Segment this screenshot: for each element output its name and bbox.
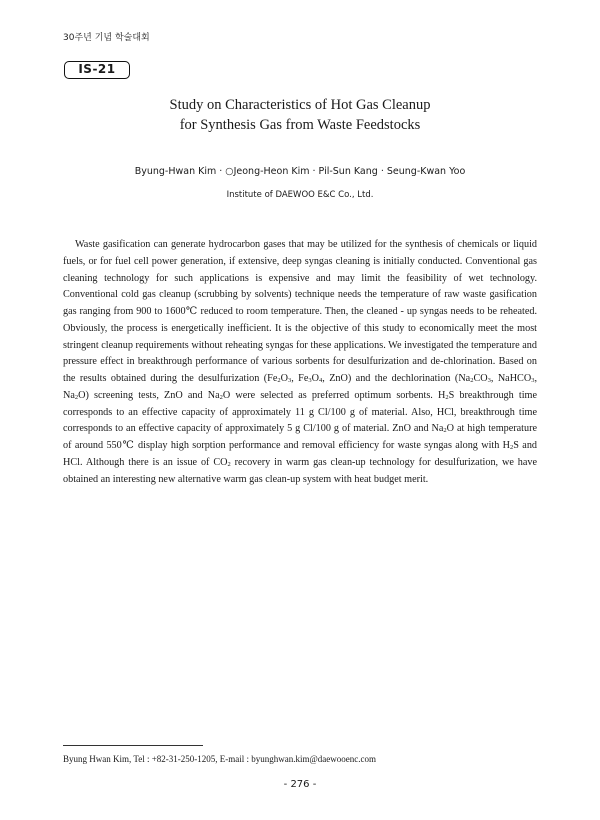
abstract-text: CO xyxy=(473,373,488,384)
abstract-text: O were selected as preferred optimum sorbents. H xyxy=(222,389,446,401)
subscript: 2 xyxy=(74,393,79,401)
page-number: - 276 - xyxy=(283,779,317,790)
subscript: 2 xyxy=(277,377,281,384)
title-line-2: for Synthesis Gas from Waste Feedstocks xyxy=(179,117,421,133)
subscript: 4 xyxy=(318,377,323,384)
abstract-text: S breakthrough time corresponds to an effective capacity of approximately 11 g Cl/100 g of material. Also, HCl, breakthrough time corresponds to an effective capacity of approximately 5 g Cl/100 g of material. ZnO and Na xyxy=(63,389,537,435)
subscript: 3 xyxy=(487,377,491,384)
subscript: 2 xyxy=(219,393,223,401)
paper-title xyxy=(0,95,600,135)
subscript: 3 xyxy=(308,377,312,384)
abstract-text: Waste gasification can generate hydrocarbon gases that may be utilized for the synthesis of chemicals or liquid fuels, or for fuel cell power generation, if extensive, deep syngas cleaning is initially conducted. Conventional gas cleaning technology for such applications is expensive and may limit the feasibility of wet technology. Conventional cold gas cleanup (scrubbing by solvents) technique needs the temperature of raw waste gasification gas ranging from 900 to 1600℃ reduced to room temperature. Then, the cleaned - up syngas needs to be reheated. Obviously, the process is energetically inefficient. It is the objective of this study to economically meet the most stringent cleanup requirements without reheating syngas for these applications. We investigated the temperature and pressure effect in breakthrough performance of various sorbents for desulfurization and de-chlorination. Based on the results obtained during the desulfurization (Fe xyxy=(63,239,537,384)
subscript: 2 xyxy=(470,377,474,384)
footnote-contact: Byung Hwan Kim, Tel : +82-31-250-1205, E-mail : byunghwan.kim@daewooenc.com xyxy=(63,754,377,764)
abstract-text: O at high temperature of around 550℃ display high sorption performance and removal efficiency for waste syngas along with H xyxy=(63,423,537,451)
subscript: 2 xyxy=(510,444,514,451)
abstract-text: , ZnO) and the dechlorination (Na xyxy=(322,373,471,384)
abstract-text: S and HCl. Although there is an issue of CO xyxy=(63,440,538,468)
subscript: 2 xyxy=(445,393,449,401)
abstract-text: , Na xyxy=(63,373,538,401)
abstract-text: O) screening tests, ZnO and Na xyxy=(78,389,220,401)
subscript: 2 xyxy=(227,460,231,468)
abstract-text: recovery in warm gas clean-up technology for desulfurization, we have obtained an interesting new alternative warm gas clean-up system with heat budget merit. xyxy=(63,456,537,485)
author-list: Byung-Hwan Kim · ○Jeong-Heon Kim · Pil-Sun Kang · Seung-Kwan Yoo xyxy=(134,166,466,177)
conference-header: 30주년 기념 학술대회 xyxy=(63,33,150,43)
footnote-divider xyxy=(63,745,203,746)
subscript: 2 xyxy=(443,427,447,435)
subscript: 3 xyxy=(531,377,535,384)
abstract-paragraph xyxy=(63,237,537,488)
paper-code-badge: IS-21 xyxy=(64,61,130,79)
abstract-text: O xyxy=(280,373,288,384)
institute-affiliation: Institute of DAEWOO E&C Co., Ltd. xyxy=(226,190,374,200)
abstract-text: , Fe xyxy=(291,373,309,384)
subscript: 3 xyxy=(287,377,292,384)
abstract-text: O xyxy=(311,373,319,384)
abstract-text: , NaHCO xyxy=(490,373,532,384)
title-line-1: Study on Characteristics of Hot Gas Cleanup xyxy=(169,97,431,113)
